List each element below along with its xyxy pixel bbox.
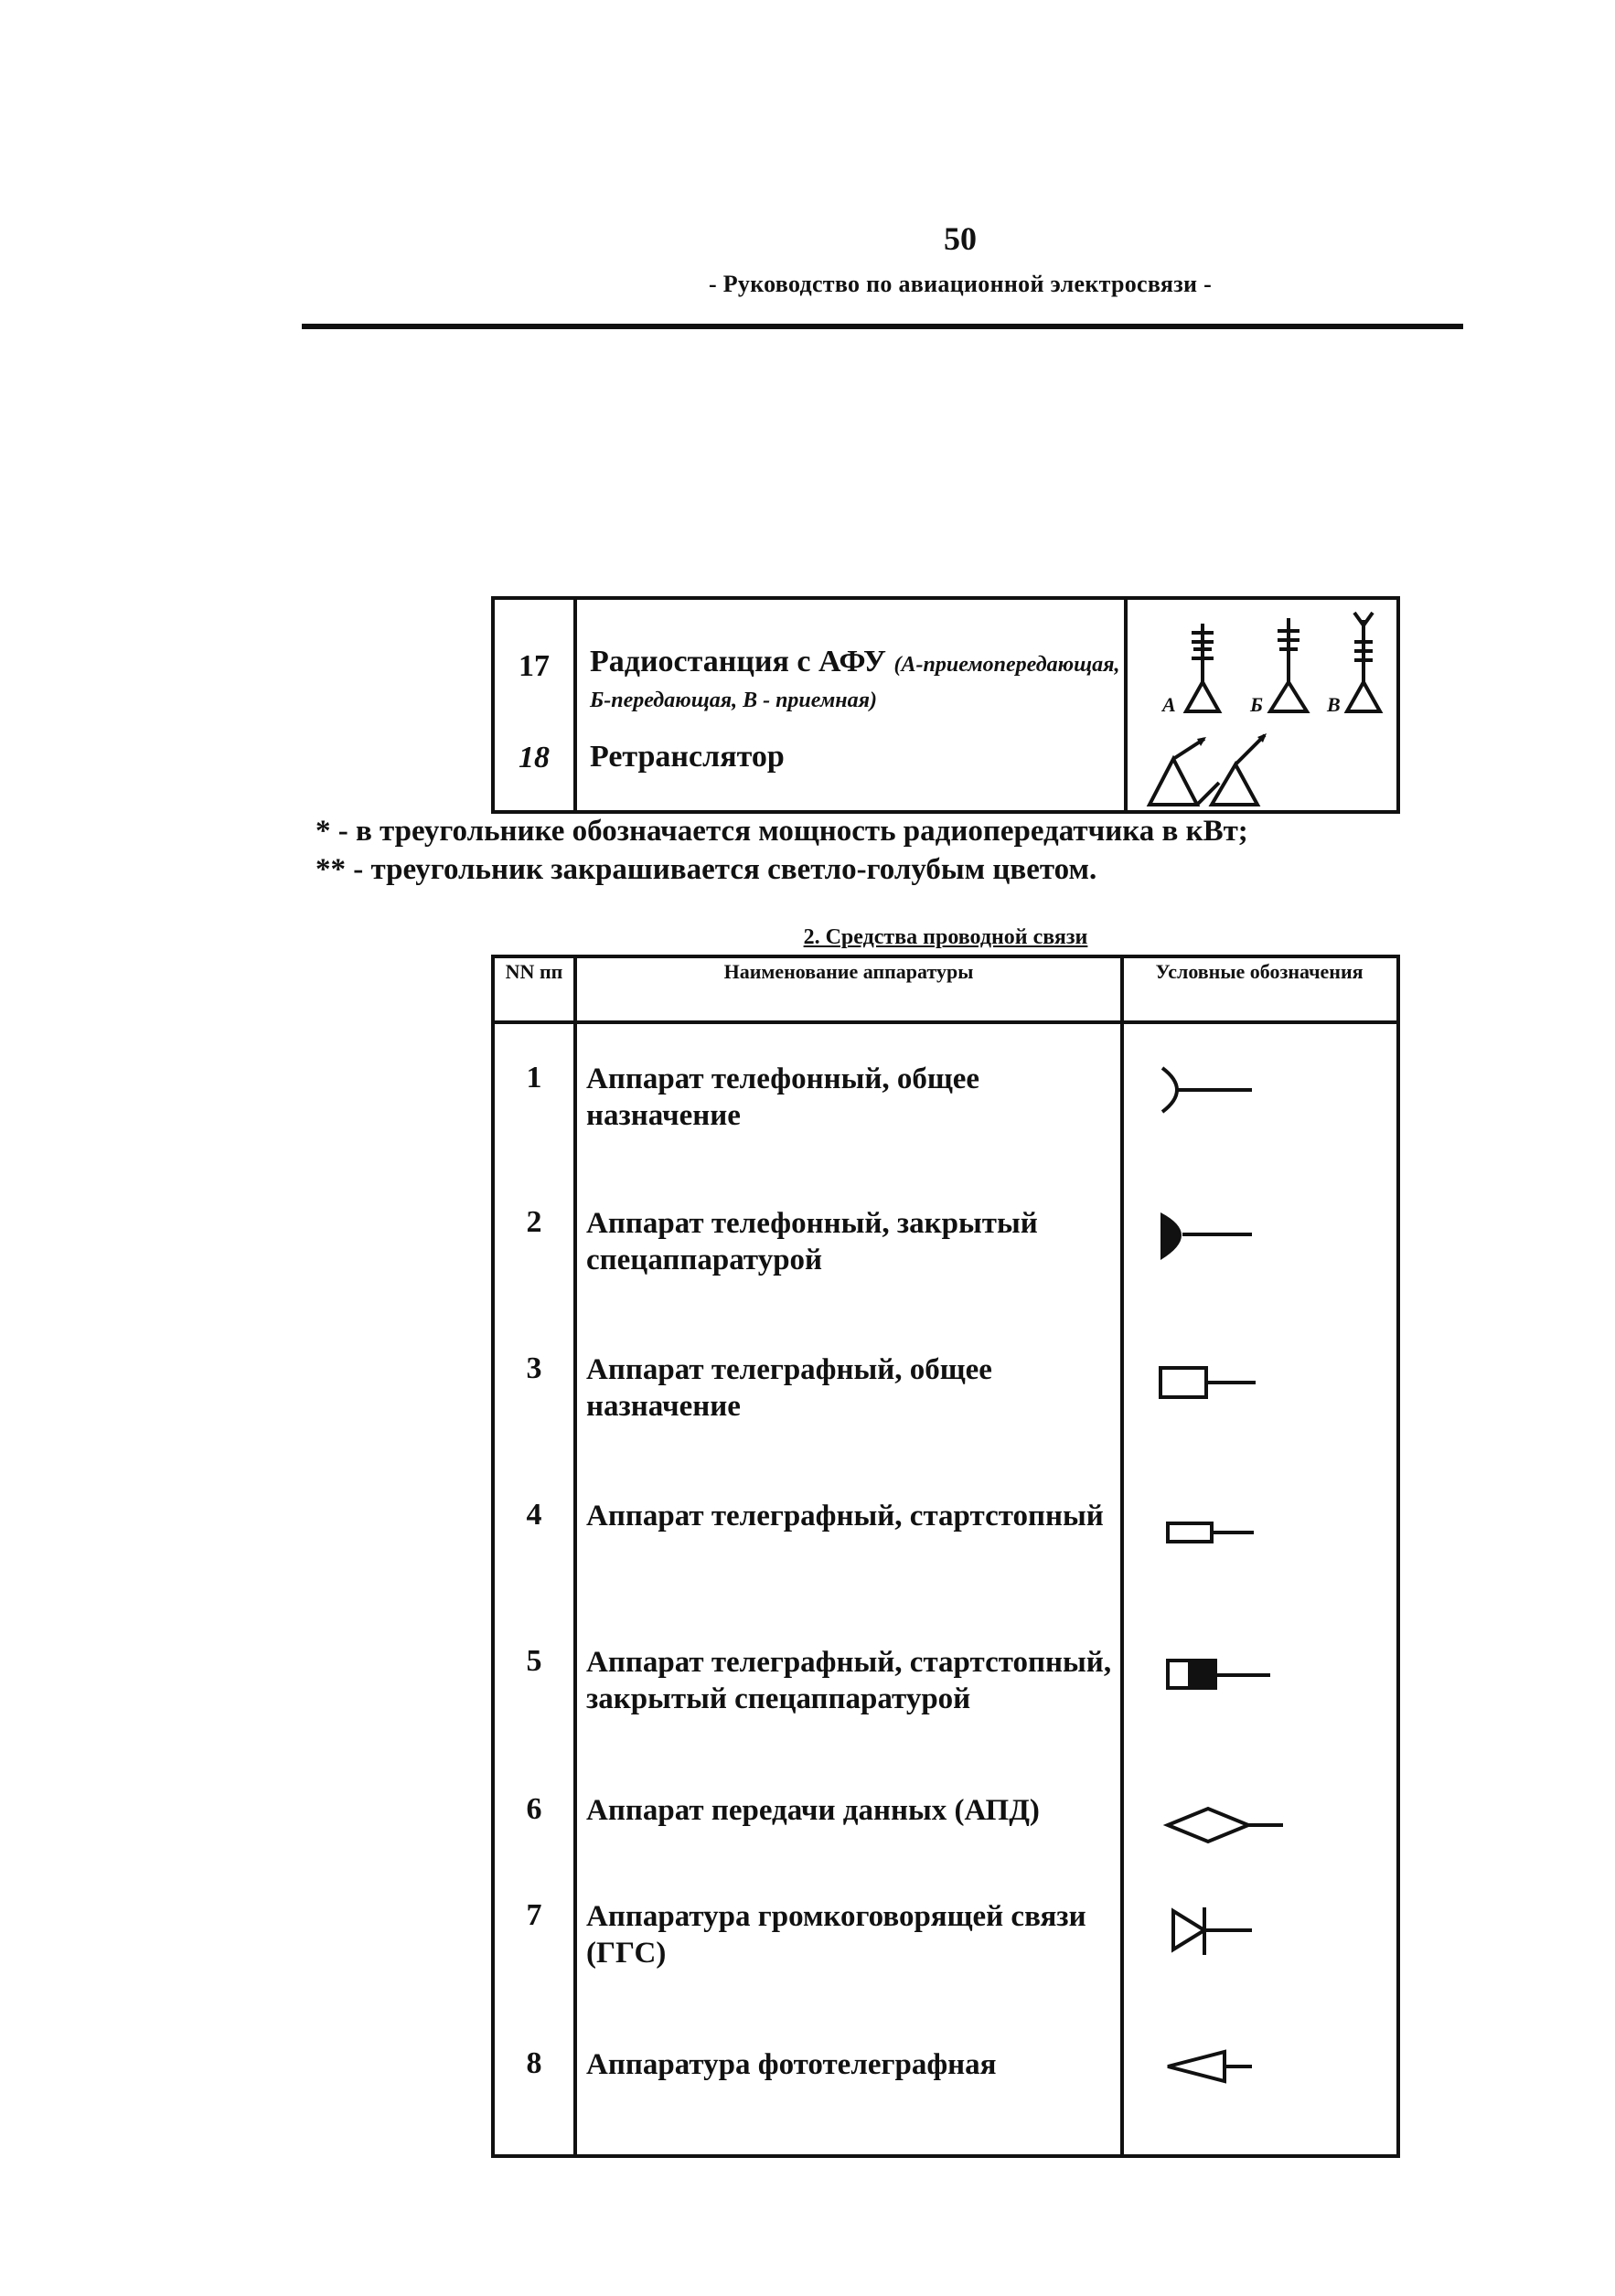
table-caption: 2. Средства проводной связи [803, 925, 1088, 949]
row-number: 7 [526, 1898, 542, 1932]
row-title: Радиостанция с АФУ [590, 645, 886, 678]
row-number: 6 [526, 1792, 542, 1826]
row-description: Аппарат телефонный, общее назначение [586, 1063, 980, 1132]
row-description: Аппарат телеграфный, общее назначение [586, 1353, 992, 1423]
row-number: 3 [526, 1351, 542, 1385]
row-description: Аппарат телеграфный, стартстопный [586, 1500, 1104, 1532]
row-number: 8 [526, 2046, 542, 2080]
relay-icon [1128, 728, 1396, 812]
page-number: 50 [944, 220, 977, 257]
column-header-name: Наименование аппаратуры [723, 960, 974, 983]
wired-comm-table [491, 955, 1400, 2158]
row-description: Аппарат телефонный, закрытый спецаппаратурой [586, 1207, 1038, 1276]
column-divider [573, 958, 577, 2154]
radio-table-continuation [491, 596, 1400, 814]
telephone-general-icon [1135, 1053, 1391, 1136]
column-header-symbol: Условные обозначения [1155, 960, 1364, 983]
data-transmission-icon [1135, 1785, 1391, 1867]
footnote-power: * - в треугольнике обозначается мощность радиопередатчика в кВт; [316, 815, 1248, 848]
column-header-num: NN пп [505, 960, 563, 983]
row-number: 18 [519, 741, 550, 774]
footnote-color: ** - треугольник закрашивается светло-голубым цветом. [316, 853, 1097, 886]
row-description: Аппарат телеграфный, стартстопный, закрытый спецаппаратурой [586, 1646, 1112, 1715]
row-description: Аппаратура громкоговорящей связи (ГГС) [586, 1900, 1086, 1970]
header-rule [302, 324, 1463, 329]
symbol-label-v: В [1327, 693, 1341, 716]
running-header: - Руководство по авиационной электросвязи - [708, 271, 1213, 297]
telegraph-general-icon [1135, 1342, 1391, 1425]
row-number: 4 [526, 1498, 542, 1532]
row-subtitle: (А-приемопередающая, Б-передающая, В - приемная) [590, 653, 1120, 712]
column-divider [573, 600, 577, 810]
row-number: 17 [519, 649, 550, 683]
telephone-secure-icon [1135, 1198, 1391, 1280]
row-number: 2 [526, 1205, 542, 1239]
telegraph-startstop-icon [1135, 1485, 1391, 1567]
telegraph-startstop-secure-icon [1135, 1637, 1391, 1719]
header-divider [495, 1020, 1396, 1024]
row-number: 1 [526, 1061, 542, 1095]
loudspeaker-comm-icon [1135, 1895, 1391, 1977]
row-description: Аппарат передачи данных (АПД) [586, 1794, 1040, 1827]
row-number: 5 [526, 1644, 542, 1678]
antenna-transceiver-icons [1128, 605, 1396, 724]
row-description: Аппаратура фототелеграфная [586, 2048, 997, 2081]
phototelegraph-icon [1135, 2028, 1391, 2110]
column-divider [1120, 958, 1124, 2154]
symbol-label-b: Б [1250, 693, 1263, 716]
row-description [590, 646, 1120, 717]
symbol-label-a: А [1162, 693, 1176, 716]
row-title: Ретранслятор [590, 740, 785, 774]
